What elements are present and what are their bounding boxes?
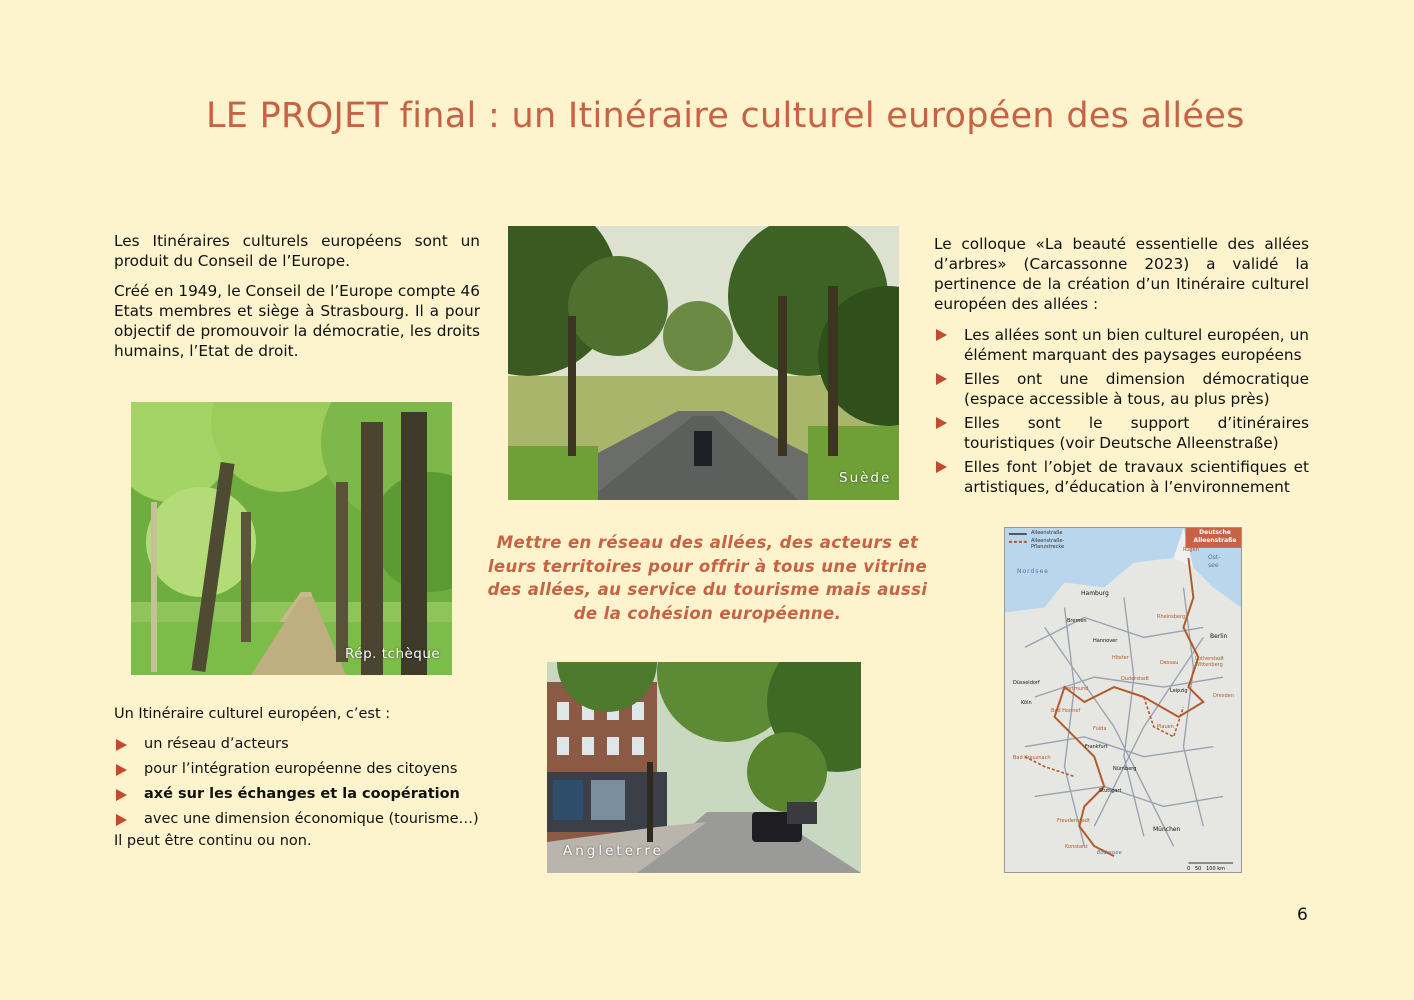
map-city-label: Stuttgart bbox=[1099, 788, 1122, 794]
photo-sweden bbox=[508, 226, 899, 500]
triangle-bullet-icon bbox=[936, 417, 947, 429]
page-number: 6 bbox=[1297, 905, 1308, 925]
map-deutsche-alleenstrasse bbox=[1004, 527, 1242, 873]
map-graphic bbox=[1005, 528, 1241, 872]
map-city-label: Bodensee bbox=[1097, 850, 1122, 856]
map-box-title: Deutsche Alleenstraße bbox=[1193, 529, 1237, 544]
right-bullet-list bbox=[934, 325, 1309, 501]
map-city-label: Leipzig bbox=[1170, 688, 1188, 694]
left-list-heading: Un Itinéraire culturel européen, c’est : bbox=[114, 706, 391, 722]
map-city-label: Rheinsberg bbox=[1157, 614, 1186, 620]
map-city-label: Dessau bbox=[1160, 660, 1179, 666]
map-city-label: Köln bbox=[1021, 700, 1032, 706]
map-city-label: Rügen bbox=[1183, 547, 1199, 553]
photo-england bbox=[547, 662, 861, 873]
map-city-label: Duderstadt bbox=[1121, 676, 1150, 682]
triangle-bullet-icon bbox=[116, 789, 127, 801]
list-item: Elles ont une dimension démocratique (espace accessible à tous, au plus près) bbox=[934, 369, 1309, 409]
intro-paragraph-1: Les Itinéraires culturels européens sont un produit du Conseil de l’Europe. bbox=[114, 232, 480, 270]
left-bullet-list bbox=[114, 732, 514, 832]
map-city-label: Bad Kreuznach bbox=[1013, 755, 1051, 761]
map-sea-label: Ost-see bbox=[1208, 554, 1221, 569]
map-city-label: Bremen bbox=[1067, 618, 1087, 624]
photo-czech-republic bbox=[131, 402, 452, 675]
list-item: Les allées sont un bien culturel européen, un élément marquant des paysages européens bbox=[934, 325, 1309, 365]
map-city-label: Lutherstadt Wittenberg bbox=[1195, 656, 1224, 668]
map-city-label: Nürnberg bbox=[1113, 766, 1137, 772]
map-city-label: Düsseldorf bbox=[1013, 680, 1040, 686]
photo-caption-czech: Rép. tchèque bbox=[345, 646, 441, 662]
list-item: Elles font l’objet de travaux scientifiques et artistiques, d’éducation à l’environnement bbox=[934, 457, 1309, 497]
list-item: avec une dimension économique (tourisme…) bbox=[114, 807, 514, 832]
list-item: un réseau d’acteurs bbox=[114, 732, 514, 757]
list-item: pour l’intégration européenne des citoyens bbox=[114, 757, 514, 782]
triangle-bullet-icon bbox=[936, 329, 947, 341]
map-city-label: Bad Honnef bbox=[1051, 708, 1081, 714]
map-city-label: Plauen bbox=[1157, 724, 1174, 730]
right-intro: Le colloque «La beauté essentielle des allées d’arbres» (Carcassonne 2023) a validé la pertinence de la création d’un Itinéraire culturel européen des allées : bbox=[934, 235, 1309, 313]
map-city-label: Freudenstadt bbox=[1057, 818, 1090, 824]
triangle-bullet-icon bbox=[936, 461, 947, 473]
map-city-label: Dortmund bbox=[1063, 686, 1089, 692]
map-city-label: Frankfurt bbox=[1085, 744, 1108, 750]
triangle-bullet-icon bbox=[936, 373, 947, 385]
map-city-label: München bbox=[1153, 826, 1181, 833]
map-city-label: Höxter bbox=[1112, 655, 1129, 661]
highlight-quote: Mettre en réseau des allées, des acteurs et leurs territoires pour offrir à tous une vitrine des allées, au service du tourisme mais aussi de la cohésion européenne. bbox=[487, 533, 928, 623]
map-city-label: Konstanz bbox=[1065, 844, 1088, 850]
intro-paragraph-2: Créé en 1949, le Conseil de l’Europe compte 46 Etats membres et siège à Strasbourg. Il a pour objectif de promouvoir la démocratie, les droits humains, l’Etat de droit. bbox=[114, 282, 480, 360]
map-city-label: Hamburg bbox=[1081, 590, 1109, 597]
map-sea-label: Nordsee bbox=[1017, 568, 1049, 575]
left-intro bbox=[114, 231, 480, 371]
map-city-label: Dresden bbox=[1213, 693, 1234, 699]
map-city-label: Fulda bbox=[1093, 726, 1107, 732]
map-legend-1: Alleenstraße bbox=[1031, 530, 1063, 536]
list-item: Elles sont le support d’itinéraires touristiques (voir Deutsche Alleenstraße) bbox=[934, 413, 1309, 453]
list-item: axé sur les échanges et la coopération bbox=[114, 782, 514, 807]
photo-caption-england: Angleterre bbox=[563, 843, 664, 859]
map-city-label: Berlin bbox=[1210, 633, 1228, 640]
map-city-label: Hannover bbox=[1093, 638, 1118, 644]
triangle-bullet-icon bbox=[116, 814, 127, 826]
photo-caption-sweden: Suède bbox=[839, 470, 892, 486]
left-list-footer: Il peut être continu ou non. bbox=[114, 833, 312, 849]
triangle-bullet-icon bbox=[116, 739, 127, 751]
page-title: LE PROJET final : un Itinéraire culturel européen des allées bbox=[206, 96, 1245, 136]
triangle-bullet-icon bbox=[116, 764, 127, 776]
map-scale: 0 50 100 km bbox=[1187, 866, 1225, 872]
map-legend-2: Alleenstraße-Pflanzstrecke bbox=[1031, 538, 1065, 550]
